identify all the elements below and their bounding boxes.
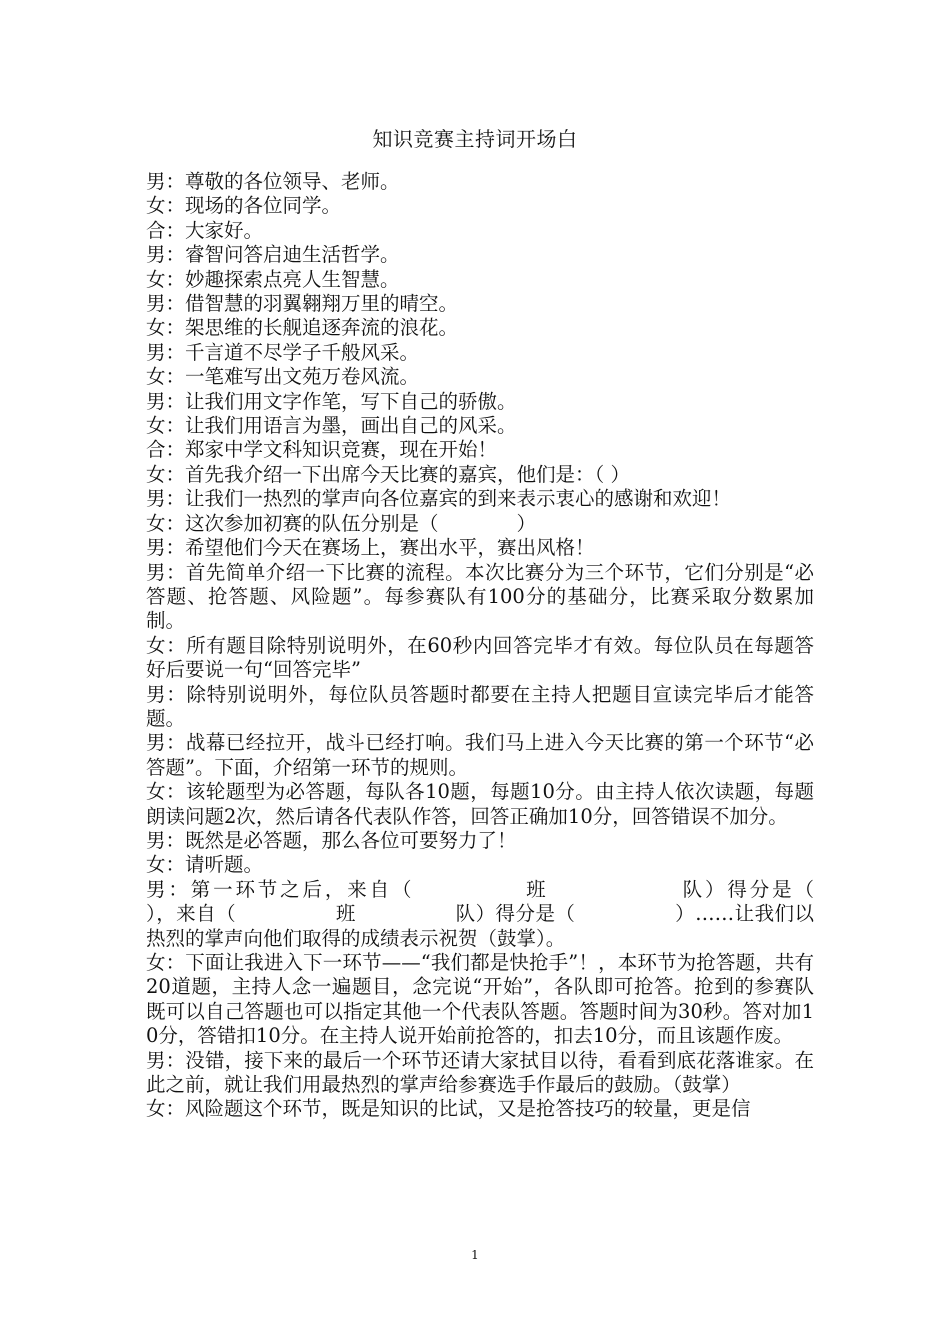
paragraph: 女：这次参加初赛的队伍分别是（ ） [146,511,537,535]
paragraph: 男：既然是必答题，那么各位可要努力了！ [146,828,517,852]
paragraph: 男：借智慧的羽翼翱翔万里的晴空。 [146,292,459,316]
paragraph: 合：大家好。 [146,218,264,242]
paragraph: 男：战幕已经拉开，战斗已经打响。我们马上进入今天比赛的第一个环节“必答题”。下面，介绍第一环节的规则。 [146,731,814,779]
paragraph: 女：一笔难写出文苑万卷风流。 [146,365,420,389]
paragraph: 女：该轮题型为必答题，每队各10题，每题10分。由主持人依次读题，每题朗读问题2次，然后请各代表队作答，回答正确加10分，回答错误不加分。 [146,780,814,828]
paragraph: 男：除特别说明外，每位队员答题时都要在主持人把题目宣读完毕后才能答题。 [146,682,814,730]
paragraph: 男：没错，接下来的最后一个环节还请大家拭目以待，看看到底花落谁家。在此之前，就让我们用最热烈的掌声给参赛选手作最后的鼓励。（鼓掌） [146,1048,814,1097]
paragraph: 女：所有题目除特别说明外，在60秒内回答完毕才有效。每位队员在每题答好后要说一句“回答完毕” [146,633,814,682]
paragraph: 男：睿智问答启迪生活哲学。 [146,243,400,267]
paragraph: 男：让我们用文字作笔，写下自己的骄傲。 [146,389,517,413]
paragraph: 男：希望他们今天在赛场上，赛出水平，赛出风格！ [146,536,595,560]
paragraph: 男：尊敬的各位领导、老师。 [146,170,400,193]
paragraph: 女：妙趣探索点亮人生智慧。 [146,267,400,291]
paragraph: 女：下面让我进入下一环节——“我们都是快抢手”！，本环节为抢答题，共有20道题，主持人念一遍题目，念完说“开始”，各队即可抢答。抢到的参赛队既可以自己答题也可以指定其他一个代表队答题。答题时间为30秒。答对加10分，答错扣10分。在主持人说开始前抢答的，扣去10分，而且该题作废。 [146,951,814,1048]
paragraph: 男：第一环节之后，来自（ 班 队）得分是（ ），来自（ 班 队）得分是（ ）……让我们以热烈的掌声向他们取得的成绩表示祝贺（鼓掌）。 [146,877,873,950]
paragraph: 女：架思维的长舰追逐奔流的浪花。 [146,316,459,340]
paragraph: 男：首先简单介绍一下比赛的流程。本次比赛分为三个环节，它们分别是“必答题、抢答题、风险题”。每参赛队有100分的基础分，比赛采取分数累加制。 [146,560,814,633]
document-title: 知识竞赛主持词开场白 [372,127,578,151]
paragraph: 女：让我们用语言为墨，画出自己的风采。 [146,414,517,438]
document-body [146,170,873,1122]
paragraph: 女：风险题这个环节，既是知识的比试，又是抢答技巧的较量，更是信 [146,1097,751,1121]
paragraph: 合：郑家中学文科知识竞赛，现在开始！ [146,438,498,462]
paragraph: 女：现场的各位同学。 [146,194,342,218]
paragraph: 女：请听题。 [146,853,264,877]
paragraph: 男：让我们一热烈的掌声向各位嘉宾的到来表示衷心的感谢和欢迎！ [146,487,732,511]
paragraph: 女：首先我介绍一下出席今天比赛的嘉宾，他们是：（ ） [146,462,630,486]
page-number: 1 [471,1248,479,1262]
paragraph: 男：千言道不尽学子千般风采。 [146,340,420,364]
